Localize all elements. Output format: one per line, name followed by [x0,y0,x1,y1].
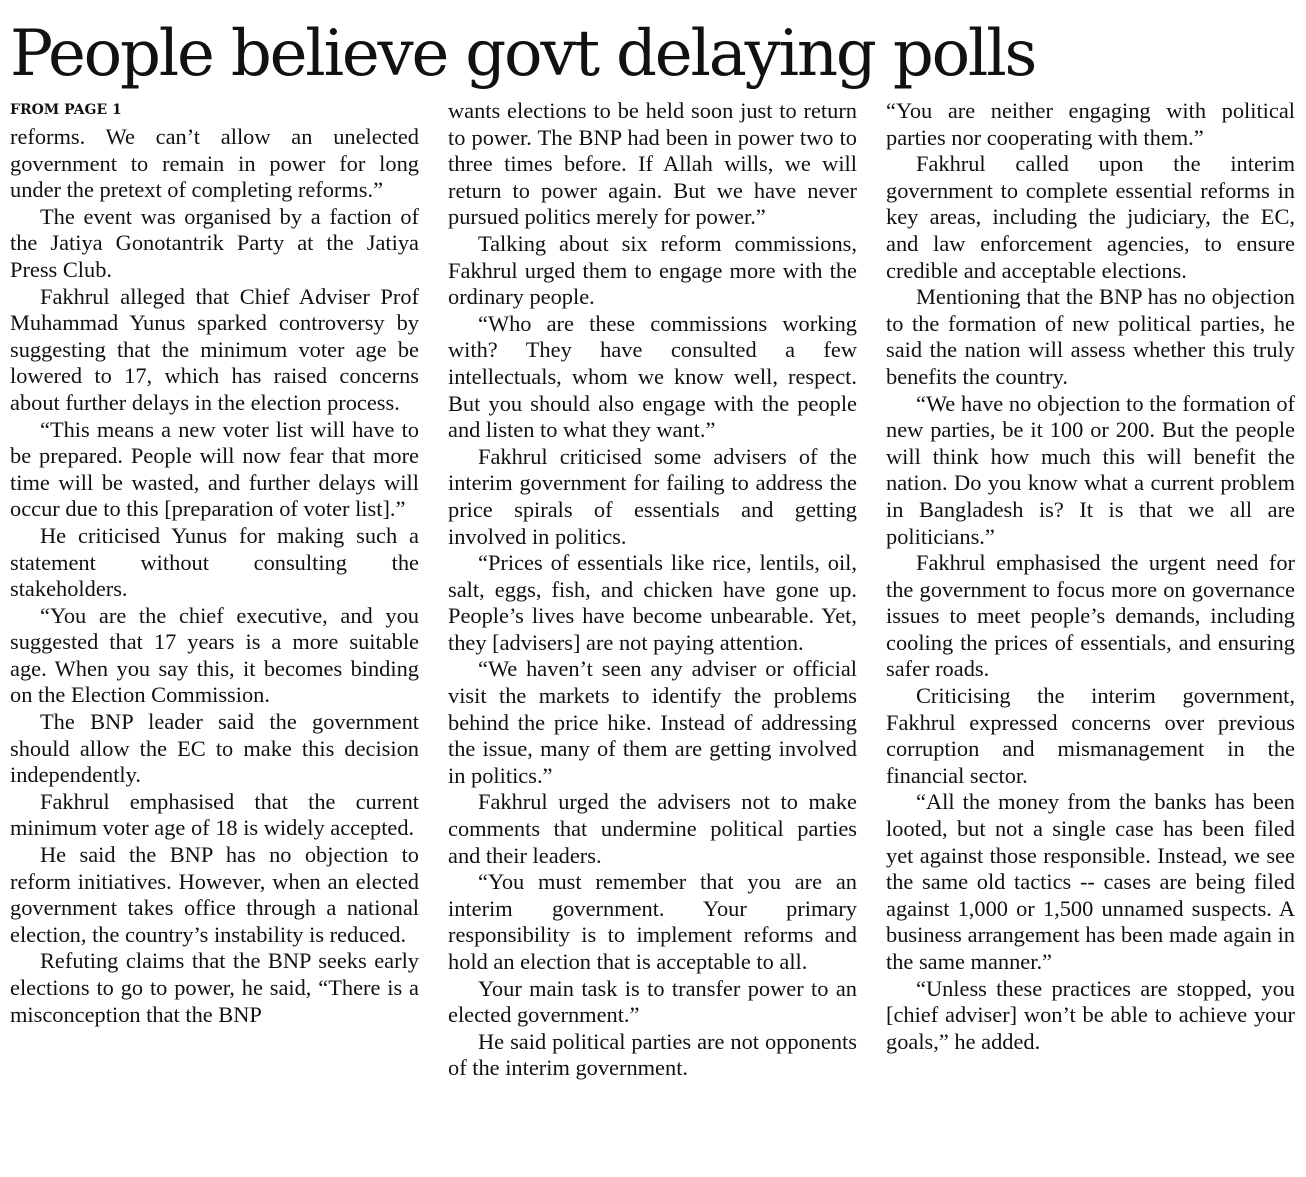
paragraph: The BNP leader said the government should allow the EC to make this decision independently. [10,709,419,788]
paragraph: Mentioning that the BNP has no objection to the formation of new political parties, he said the nation will assess whether this truly benefits the country. [886,284,1295,389]
paragraph: Fakhrul urged the advisers not to make comments that undermine political parties and their leaders. [448,789,857,868]
paragraph: Fakhrul emphasised that the current minimum voter age of 18 is widely accepted. [10,788,419,841]
paragraph: He criticised Yunus for making such a statement without consulting the stakeholders. [10,522,419,602]
article-column-2 [448,98,857,1082]
paragraph: Fakhrul called upon the interim government to complete essential reforms in key areas, including the judiciary, the EC, and law enforcement agencies, to ensure credible and acceptable elections. [886,151,1295,283]
paragraph: “Prices of essentials like rice, lentils, oil, salt, eggs, fish, and chicken have gone up. People’s lives have become unbearable. Yet, they [advisers] are not paying attention. [448,550,857,655]
paragraph: “You are neither engaging with political parties nor cooperating with them.” [886,98,1295,150]
paragraph: Fakhrul emphasised the urgent need for the government to focus more on governance issues to meet people’s demands, including cooling the prices of essentials, and ensuring safer roads. [886,550,1295,682]
article-column-1 [10,124,419,1028]
paragraph: reforms. We can’t allow an unelected government to remain in power for long under the pretext of completing reforms.” [10,124,419,203]
paragraph: Talking about six reform commissions, Fakhrul urged them to engage more with the ordinary people. [448,230,857,310]
continuation-kicker: FROM PAGE 1 [10,102,122,118]
paragraph: Fakhrul criticised some advisers of the interim government for failing to address the price spirals of essentials and getting involved in politics. [448,443,857,549]
article-column-3 [886,98,1295,1055]
headline: People believe govt delaying polls [10,17,1036,91]
paragraph: Criticising the interim government, Fakhrul expressed concerns over previous corruption and mismanagement in the financial sector. [886,683,1295,788]
paragraph: The event was organised by a faction of the Jatiya Gonotantrik Party at the Jatiya Press Club. [10,203,419,282]
paragraph: “We haven’t seen any adviser or official visit the markets to identify the problems behind the price hike. Instead of addressing the issue, many of them are getting involved in politics.” [448,656,857,788]
paragraph: wants elections to be held soon just to return to power. The BNP had been in power two to three times before. If Allah wills, we will return to power again. But we have never pursued politics merely for power.” [448,98,857,230]
paragraph: “Unless these practices are stopped, you [chief adviser] won’t be able to achieve your goals,” he added. [886,975,1295,1054]
paragraph: “We have no objection to the formation of new parties, be it 100 or 200. But the people will think how much this will benefit the nation. Do you know what a current problem in Bangladesh is? It is that we all are politicians.” [886,390,1295,549]
paragraph: “This means a new voter list will have to be prepared. People will now fear that more time will be wasted, and further delays will occur due to this [preparation of voter list].” [10,416,419,522]
paragraph: “You must remember that you are an interim government. Your primary responsibility is to implement reforms and hold an election that is acceptable to all. [448,869,857,974]
paragraph: “All the money from the banks has been looted, but not a single case has been filed yet against those responsible. Instead, we see the same old tactics -- cases are being filed against 1,000 or 1,500 unnamed suspects. A business arrangement has been made again in the same manner.” [886,789,1295,974]
paragraph: He said political parties are not opponents of the interim government. [448,1028,857,1081]
paragraph: Your main task is to transfer power to an elected government.” [448,975,857,1028]
paragraph: “Who are these commissions working with? They have consulted a few intellectuals, whom we know well, respect. But you should also engage with the people and listen to what they want.” [448,310,857,443]
paragraph: Fakhrul alleged that Chief Adviser Prof Muhammad Yunus sparked controversy by suggesting that the minimum voter age be lowered to 17, which has raised concerns about further delays in the election process. [10,283,419,415]
paragraph: Refuting claims that the BNP seeks early elections to go to power, he said, “There is a misconception that the BNP [10,948,419,1027]
paragraph: “You are the chief executive, and you suggested that 17 years is a more suitable age. When you say this, it becomes binding on the Election Commission. [10,602,419,708]
paragraph: He said the BNP has no objection to reform initiatives. However, when an elected government takes office through a national election, the country’s instability is reduced. [10,842,419,947]
